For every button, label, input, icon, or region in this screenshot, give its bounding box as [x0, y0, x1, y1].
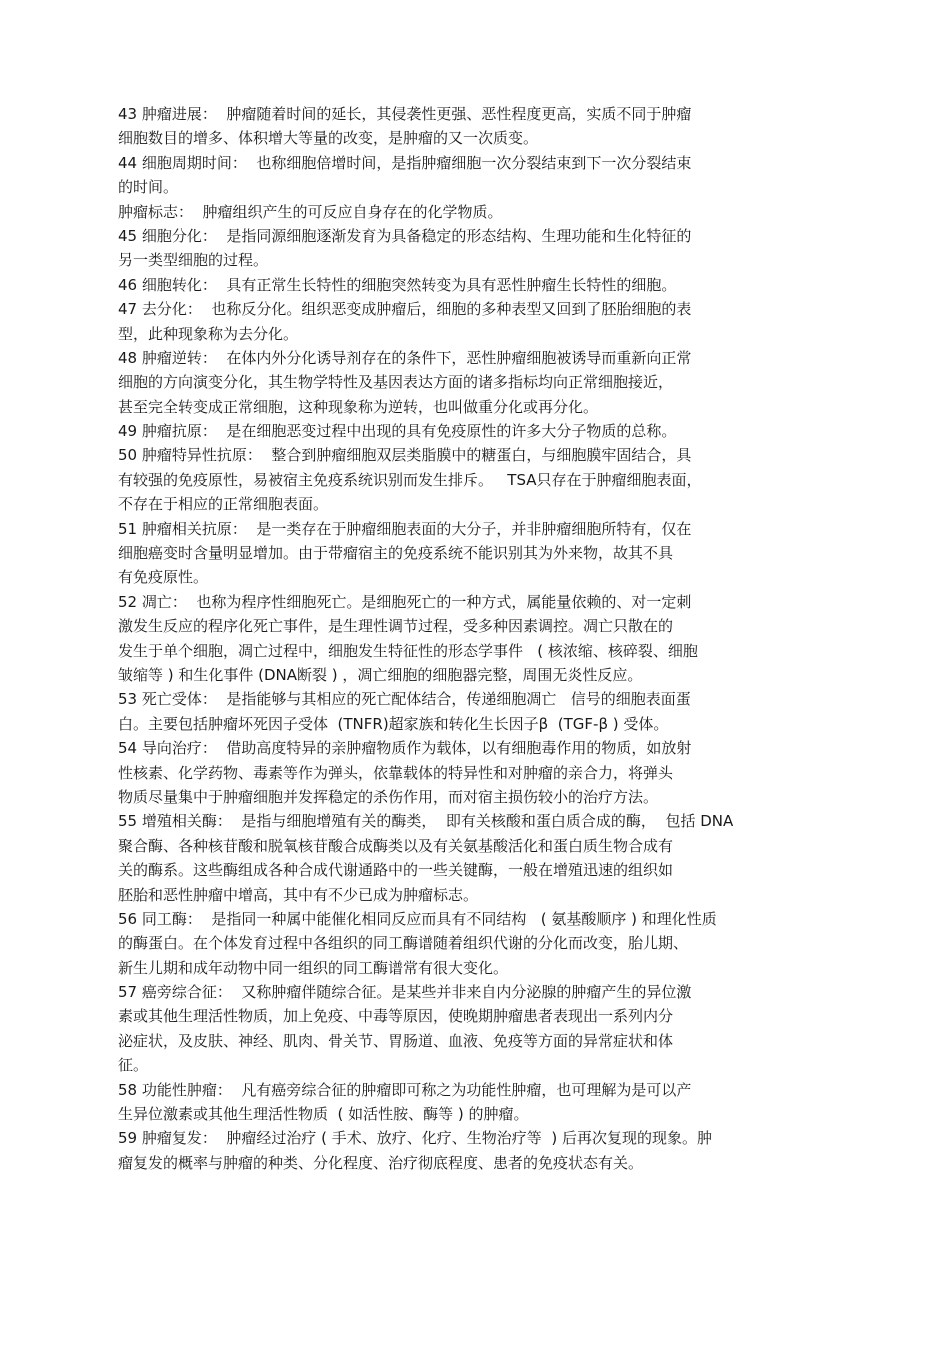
text-line: 白。主要包括肿瘤坏死因子受体 (TNFR)超家族和转化生长因子β (TGF-β ) 受体。	[118, 714, 669, 733]
text-line: 51 肿瘤相关抗原： 是一类存在于肿瘤细胞表面的大分子，并非肿瘤细胞所特有，仅在	[118, 519, 692, 538]
text-line: 47 去分化： 也称反分化。组织恶变成肿瘤后，细胞的多种表型又回到了胚胎细胞的表	[118, 300, 692, 319]
text-line: 物质尽量集中于肿瘤细胞并发挥稳定的杀伤作用，而对宿主损伤较小的治疗方法。	[118, 787, 659, 806]
text-line: 素或其他生理活性物质，加上免疫、中毒等原因，使晚期肿瘤患者表现出一系列内分	[118, 1007, 674, 1026]
text-line: 59 肿瘤复发： 肿瘤经过治疗 ( 手术、放疗、化疗、生物治疗等 ) 后再次复现的现象。肿	[118, 1129, 712, 1148]
text-line: 征。	[118, 1056, 149, 1075]
text-line: 甚至完全转变成正常细胞，这种现象称为逆转，也叫做重分化或再分化。	[118, 397, 599, 416]
text-line: 型，此种现象称为去分化。	[118, 324, 299, 343]
text-line: 48 肿瘤逆转： 在体内外分化诱导剂存在的条件下，恶性肿瘤细胞被诱导而重新向正常	[118, 348, 692, 367]
text-line: 不存在于相应的正常细胞表面。	[118, 495, 329, 514]
text-line: 43 肿瘤进展： 肿瘤随着时间的延长，其侵袭性更强、恶性程度更高，实质不同于肿瘤	[118, 105, 692, 123]
document-body	[118, 102, 858, 1175]
text-line: 57 癌旁综合征： 又称肿瘤伴随综合征。是某些并非来自内分泌腺的肿瘤产生的异位激	[118, 983, 692, 1002]
text-line: 有较强的免疫原性，易被宿主免疫系统识别而发生排斥。 TSA只存在于肿瘤细胞表面，	[118, 470, 702, 489]
text-line: 有免疫原性。	[118, 568, 209, 587]
text-line: 56 同工酶： 是指同一种属中能催化相同反应而具有不同结构 ( 氨基酸顺序 ) 和理化性质	[118, 909, 717, 928]
text-line: 激发生反应的程序化死亡事件，是生理性调节过程，受多种因素调控。凋亡只散在的	[118, 617, 674, 636]
text-line: 46 细胞转化： 具有正常生长特性的细胞突然转变为具有恶性肿瘤生长特性的细胞。	[118, 275, 677, 294]
text-line: 肿瘤标志： 肿瘤组织产生的可反应自身存在的化学物质。	[118, 202, 503, 221]
text-line: 52 凋亡： 也称为程序性细胞死亡。是细胞死亡的一种方式，属能量依赖的、对一定刺	[118, 592, 692, 611]
text-line: 关的酶系。这些酶组成各种合成代谢通路中的一些关键酶，一般在增殖迅速的组织如	[118, 861, 674, 880]
text-line: 新生儿期和成年动物中同一组织的同工酶谱常有很大变化。	[118, 958, 509, 977]
text-line: 发生于单个细胞，凋亡过程中，细胞发生特征性的形态学事件 ( 核浓缩、核碎裂、细胞	[118, 641, 698, 660]
text-line: 58 功能性肿瘤： 凡有癌旁综合征的肿瘤即可称之为功能性肿瘤，也可理解为是可以产	[118, 1080, 692, 1099]
text-line: 49 肿瘤抗原： 是在细胞恶变过程中出现的具有免疫原性的许多大分子物质的总称。	[118, 422, 677, 441]
text-line: 另一类型细胞的过程。	[118, 251, 269, 270]
text-line: 的时间。	[118, 178, 179, 197]
text-line: 性核素、化学药物、毒素等作为弹头，依靠载体的特异性和对肿瘤的亲合力，将弹头	[118, 763, 674, 782]
text-line: 生异位激素或其他生理活性物质 ( 如活性胺、酶等 ) 的肿瘤。	[118, 1105, 529, 1124]
text-line: 细胞的方向演变分化，其生物学特性及基因表达方面的诸多指标均向正常细胞接近，	[118, 373, 674, 392]
text-line: 45 细胞分化： 是指同源细胞逐渐发育为具备稳定的形态结构、生理功能和生化特征的	[118, 226, 692, 245]
text-line: 细胞癌变时含量明显增加。由于带瘤宿主的免疫系统不能识别其为外来物，故其不具	[118, 544, 674, 563]
text-line: 55 增殖相关酶： 是指与细胞增殖有关的酶类， 即有关核酸和蛋白质合成的酶， 包括 DNA	[118, 812, 734, 831]
text-line: 皱缩等 ) 和生化事件 (DNA断裂 ) ，凋亡细胞的细胞器完整，周围无炎性反应。	[118, 665, 643, 684]
text-line: 瘤复发的概率与肿瘤的种类、分化程度、治疗彻底程度、患者的免疫状态有关。	[118, 1153, 644, 1172]
text-line: 50 肿瘤特异性抗原： 整合到肿瘤细胞双层类脂膜中的糖蛋白，与细胞膜牢固结合，具	[118, 446, 692, 465]
text-line: 细胞数目的增多、体积增大等量的改变，是肿瘤的又一次质变。	[118, 129, 539, 148]
text-line: 聚合酶、各种核苷酸和脱氧核苷酸合成酶类以及有关氨基酸活化和蛋白质生物合成有	[118, 836, 674, 855]
text-line: 泌症状，及皮肤、神经、肌肉、骨关节、胃肠道、血液、免疫等方面的异常症状和体	[118, 1031, 674, 1050]
text-line: 44 细胞周期时间： 也称细胞倍增时间，是指肿瘤细胞一次分裂结束到下一次分裂结束	[118, 153, 692, 172]
text-line: 胚胎和恶性肿瘤中增高，其中有不少已成为肿瘤标志。	[118, 885, 479, 904]
text-line: 的酶蛋白。在个体发育过程中各组织的同工酶谱随着组织代谢的分化而改变，胎儿期、	[118, 934, 689, 953]
text-line: 53 死亡受体： 是指能够与其相应的死亡配体结合，传递细胞凋亡 信号的细胞表面蛋	[118, 690, 691, 709]
text-line: 54 导向治疗： 借助高度特异的亲肿瘤物质作为载体，以有细胞毒作用的物质，如放射	[118, 739, 692, 758]
